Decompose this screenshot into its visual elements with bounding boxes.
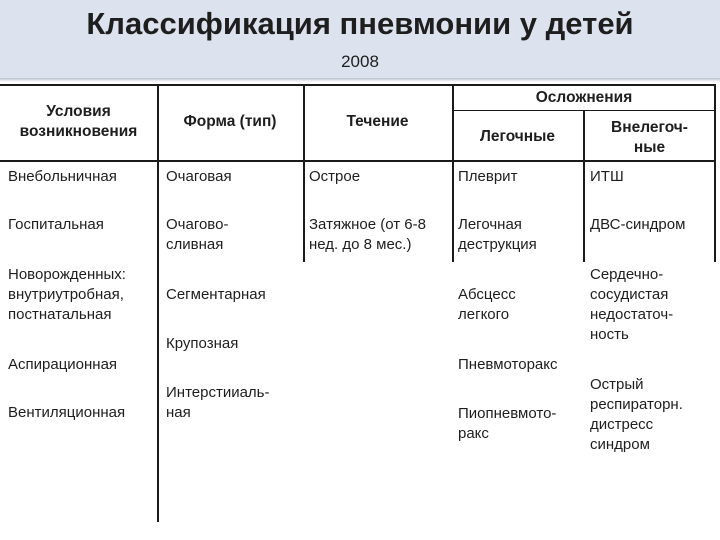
course-prolonged: Затяжное (от 6-8 нед. до 8 мес.) (309, 216, 426, 253)
pulmonary-abscess: Абсцесс легкого (458, 286, 516, 323)
header-pulmonary: Легочные (479, 128, 556, 145)
table-top-border (0, 84, 716, 86)
form-interstitial: Интерстииаль- ная (166, 384, 270, 421)
condition-ventilation: Вентиляционная (8, 404, 126, 421)
form-croupous: Крупозная (166, 335, 239, 352)
pulmonary-pneumothorax: Пневмоторакс (458, 356, 558, 373)
slide-title: Классификация пневмонии у детей (86, 6, 634, 41)
condition-community: Внебольничная (8, 168, 117, 185)
extrapulmonary-cardiovascular: Сердечно- сосудистая недостаточ- ность (590, 266, 674, 343)
form-segmental: Сегментарная (166, 286, 266, 303)
extrapulmonary-its: ИТШ (590, 168, 624, 185)
header-conditions: Условия возникновения (19, 103, 138, 140)
form-focal-confluent: Очагово- сливная (166, 216, 229, 253)
condition-hospital: Госпитальная (8, 216, 104, 233)
slide-subtitle: 2008 (341, 52, 379, 71)
condition-newborn: Новорожденных: внутриутробная, постнатальная (8, 266, 126, 323)
header-extrapulmonary: Внелегоч- ные (611, 119, 688, 156)
table-right-border (714, 84, 716, 262)
header-bottom-border (0, 160, 716, 162)
form-focal: Очаговая (166, 168, 232, 185)
column-divider-1 (157, 84, 159, 522)
header-course: Течение (346, 113, 409, 130)
pulmonary-pleurisy: Плеврит (458, 168, 518, 185)
condition-aspiration: Аспирационная (8, 356, 118, 373)
extrapulmonary-ards: Острый респираторн. дистресс синдром (590, 376, 683, 453)
column-divider-2 (303, 84, 305, 262)
extrapulmonary-dic: ДВС-синдром (590, 216, 686, 233)
header-form: Форма (тип) (183, 113, 277, 130)
header-complications: Осложнения (535, 89, 633, 106)
course-acute: Острое (309, 168, 361, 185)
pulmonary-destruction: Легочная деструкция (458, 216, 537, 253)
title-bar-shadow (0, 78, 720, 82)
column-divider-3 (452, 84, 454, 262)
pulmonary-pyopneumothorax: Пиопневмото- ракс (458, 405, 557, 442)
